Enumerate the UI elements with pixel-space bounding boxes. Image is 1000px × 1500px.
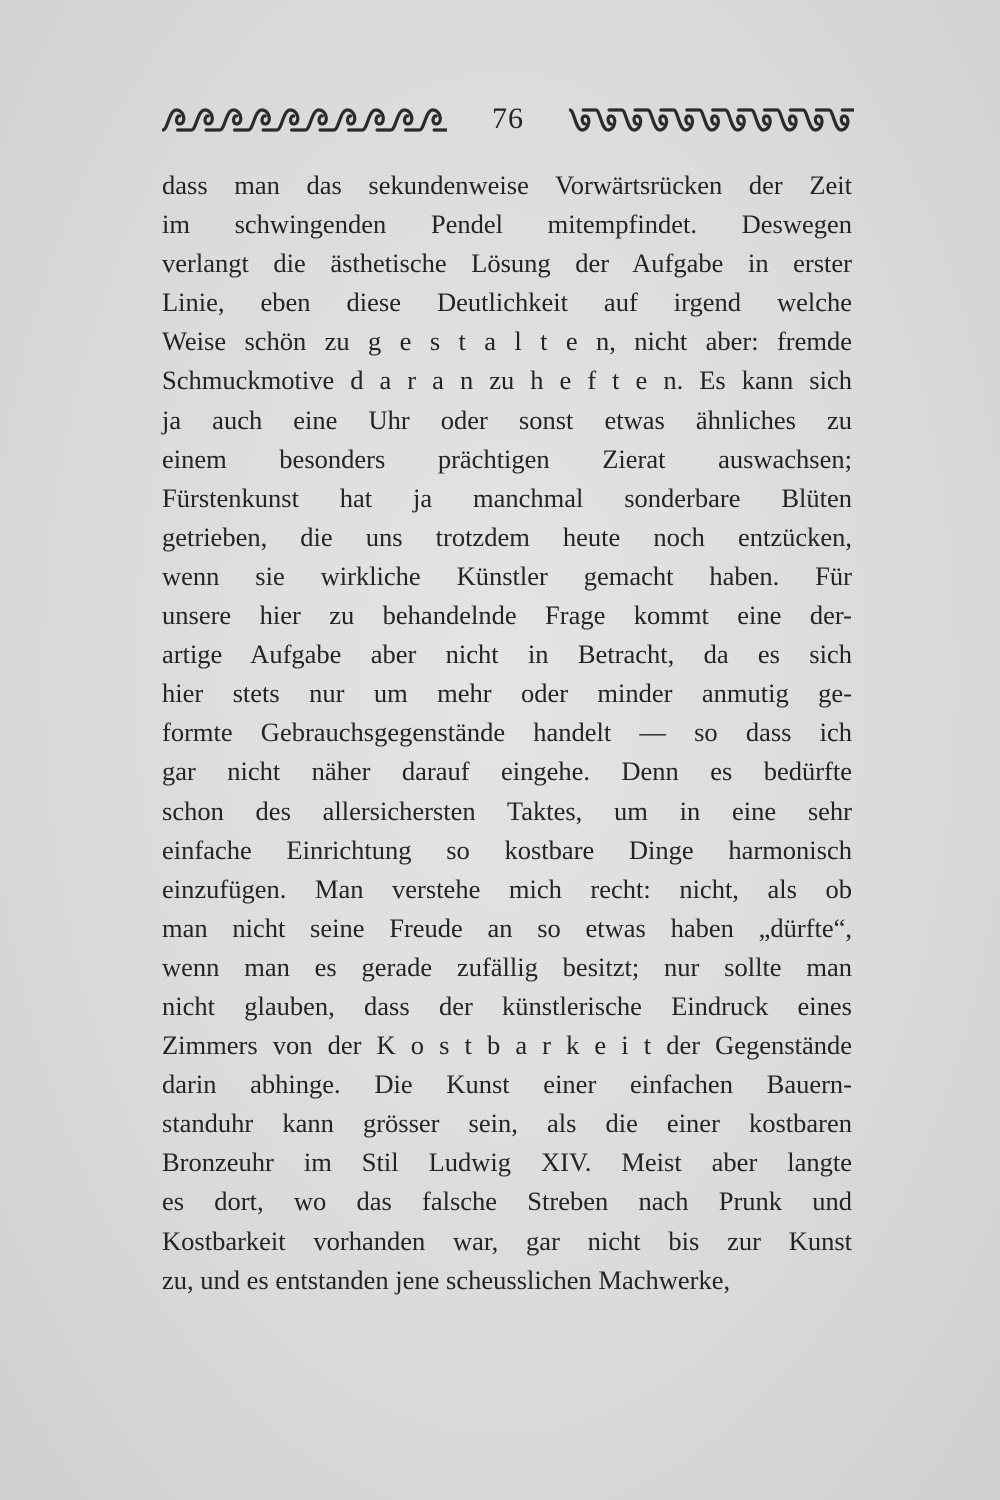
text-line: im schwingenden Pendel mitempfindet. Deswegen [162,209,852,240]
text-line: wenn man es gerade zufällig besitzt; nur sollte man [162,951,852,982]
text-line: ja auch eine Uhr oder sonst etwas ähnliches zu [162,404,852,435]
text-line: Weise schön zu g e s t a l t e n, nicht aber: fremde [162,326,852,357]
text-line: darin abhinge. Die Kunst einer einfachen Bauern- [162,1069,852,1100]
text-line: Schmuckmotive d a r a n zu h e f t e n. Es kann sich [162,365,852,396]
text-line: Kostbarkeit vorhanden war, gar nicht bis zur Kunst [162,1225,852,1256]
text-line: gar nicht näher darauf eingehe. Denn es bedürfte [162,756,852,787]
text-line: dass man das sekundenweise Vorwärtsrücken der Zeit [162,170,852,200]
text-line: Linie, eben diese Deutlichkeit auf irgend welche [162,287,852,318]
page-header [162,96,854,142]
text-line: verlangt die ästhetische Lösung der Aufgabe in erster [162,248,852,279]
text-line: Zimmers von der K o s t b a r k e i t der Gegenstände [162,1030,852,1061]
text-line: man nicht seine Freude an so etwas haben „dürfte“, [162,912,852,943]
text-line: nicht glauben, dass der künstlerische Eindruck eines [162,990,852,1021]
text-line: hier stets nur um mehr oder minder anmutig ge- [162,678,852,709]
text-line: Bronzeuhr im Stil Ludwig XIV. Meist aber langte [162,1147,852,1178]
text-line: getrieben, die uns trotzdem heute noch entzücken, [162,521,852,552]
text-line: einfache Einrichtung so kostbare Dinge harmonisch [162,834,852,865]
wave-scroll-ornament-icon [162,102,447,136]
text-line: einem besonders prächtigen Zierat auswachsen; [162,443,852,474]
text-line: schon des allersichersten Taktes, um in eine sehr [162,795,852,826]
text-line: formte Gebrauchsgegenstände handelt — so dass ich [162,717,852,748]
page-number: 76 [492,102,524,135]
text-line: zu, und es entstanden jene scheusslichen Machwerke, [162,1264,731,1295]
text-line: artige Aufgabe aber nicht in Betracht, da es sich [162,639,852,670]
text-line: unsere hier zu behandelnde Frage kommt eine der- [162,600,852,631]
text-line: es dort, wo das falsche Streben nach Prunk und [162,1186,852,1217]
text-line: standuhr kann grösser sein, als die einer kostbaren [162,1108,852,1139]
text-line: Fürstenkunst hat ja manchmal sonderbare Blüten [162,482,852,513]
text-line: einzufügen. Man verstehe mich recht: nicht, als ob [162,873,852,904]
body-text [162,166,852,1300]
wave-scroll-ornament-icon [569,102,854,136]
text-line: wenn sie wirkliche Künstler gemacht haben. Für [162,560,852,591]
